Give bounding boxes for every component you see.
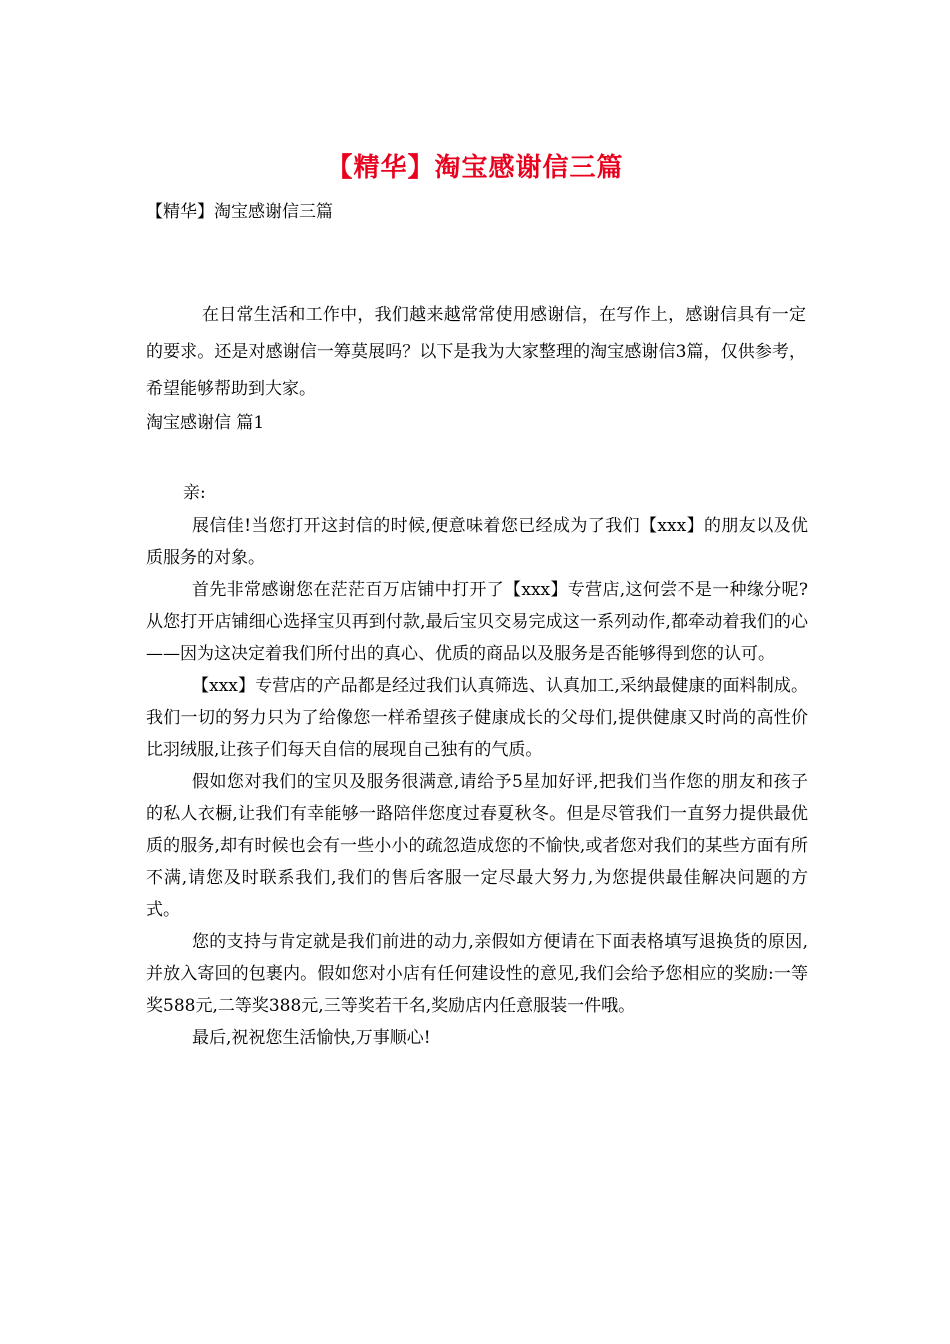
intro-paragraph: 在日常生活和工作中，我们越来越常常使用感谢信，在写作上，感谢信具有一定的要求。还是对感谢信一筹莫展吗？以下是我为大家整理的淘宝感谢信3篇，仅供参考，希望能够帮助到大家。 — [146, 305, 806, 399]
letter-paragraph: 您的支持与肯定就是我们前进的动力,亲假如方便请在下面表格填写退换货的原因,并放入寄回的包裹内。假如您对小店有任何建设性的意见,我们会给予您相应的奖励:一等奖588元,二等奖388元,三等奖若干名,奖励店内任意服装一件哦。 — [146, 932, 808, 1016]
letter-body — [146, 510, 808, 1054]
section-heading: 淘宝感谢信 篇1 — [146, 413, 265, 433]
letter-greeting: 亲: — [183, 483, 206, 503]
document-subtitle: 【精华】淘宝感谢信三篇 — [146, 202, 333, 222]
letter-paragraph: 首先非常感谢您在茫茫百万店铺中打开了【xxx】专营店,这何尝不是一种缘分呢?从您打开店铺细心选择宝贝再到付款,最后宝贝交易完成这一系列动作,都牵动着我们的心——因为这决定着我们所付出的真心、优质的商品以及服务是否能够得到您的认可。 — [146, 580, 808, 664]
document-title: 【精华】淘宝感谢信三篇 — [326, 153, 624, 183]
letter-paragraph: 假如您对我们的宝贝及服务很满意,请给予5星加好评,把我们当作您的朋友和孩子的私人衣橱,让我们有幸能够一路陪伴您度过春夏秋冬。但是尽管我们一直努力提供最优质的服务,却有时候也会有一些小小的疏忽造成您的不愉快,或者您对我们的某些方面有所不满,请您及时联系我们,我们的售后客服一定尽最大努力,为您提供最佳解决问题的方式。 — [146, 772, 808, 920]
letter-paragraph: 展信佳!当您打开这封信的时候,便意味着您已经成为了我们【xxx】的朋友以及优质服务的对象。 — [146, 516, 808, 568]
letter-paragraph: 最后,祝祝您生活愉快,万事顺心! — [192, 1028, 431, 1048]
letter-paragraph: 【xxx】专营店的产品都是经过我们认真筛选、认真加工,采纳最健康的面料制成。我们一切的努力只为了给像您一样希望孩子健康成长的父母们,提供健康又时尚的高性价比羽绒服,让孩子们每天自信的展现自己独有的气质。 — [146, 676, 808, 760]
